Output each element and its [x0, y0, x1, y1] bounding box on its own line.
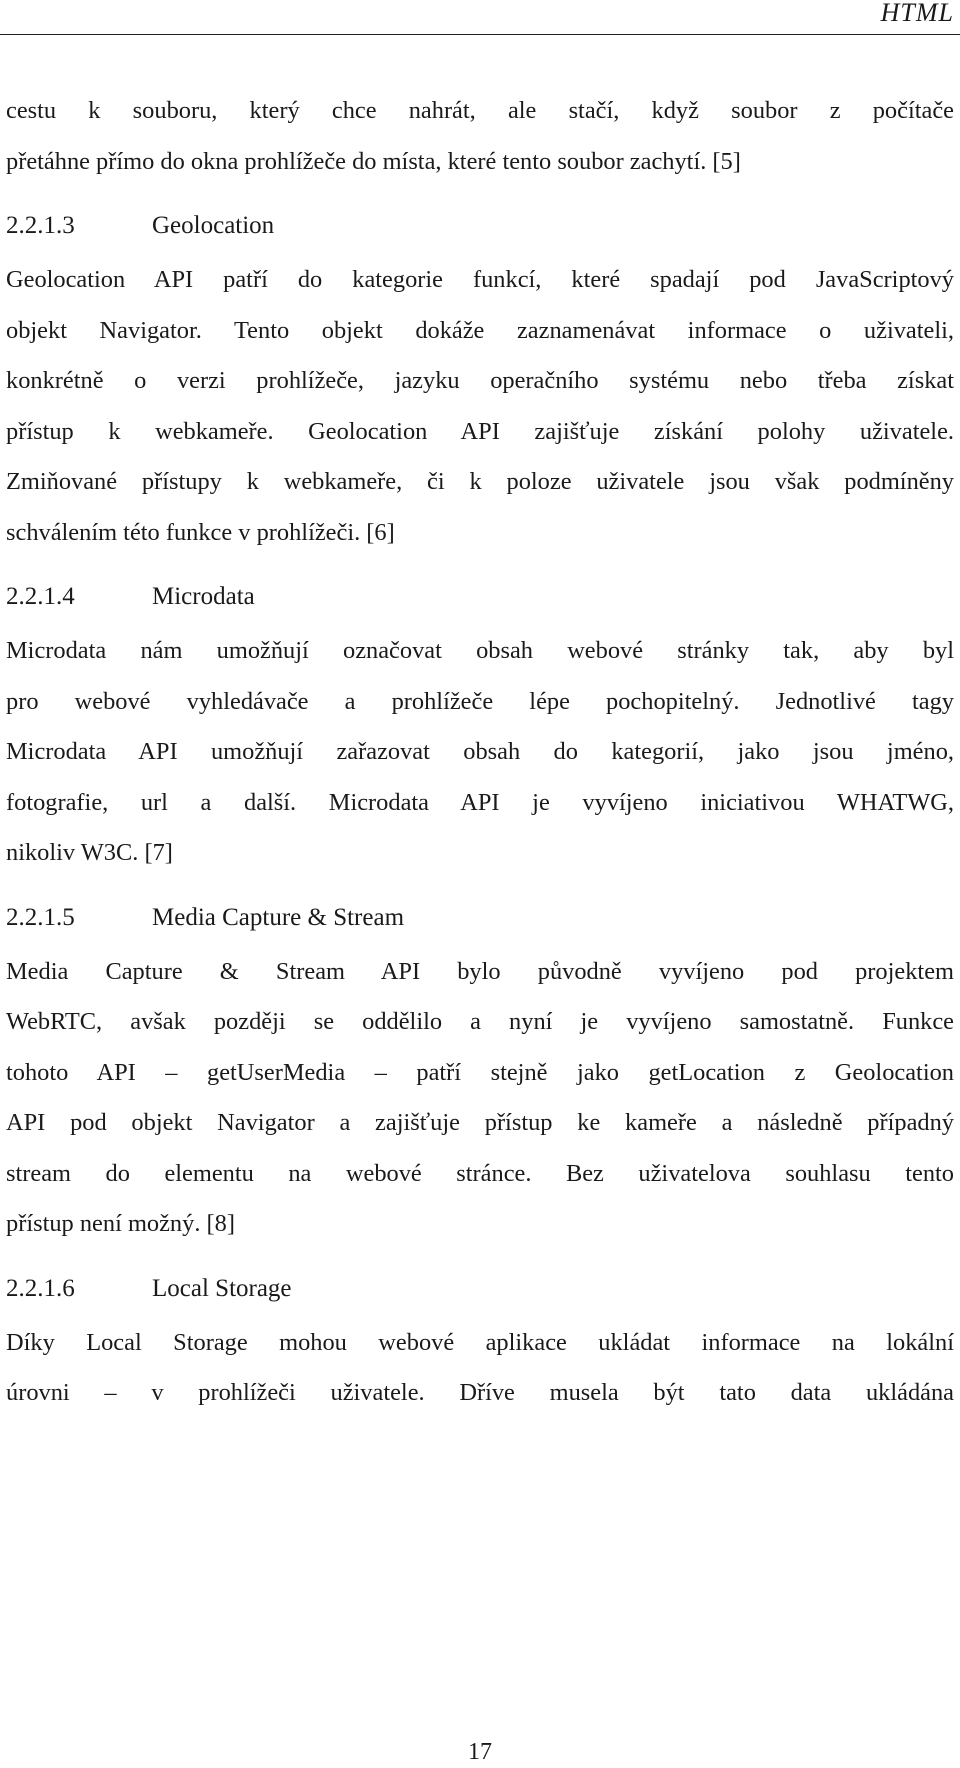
paragraph-line: konkrétně o verzi prohlížeče, jazyku operačního systému nebo třeba získat	[6, 367, 954, 394]
running-header-label: HTML	[880, 0, 954, 27]
section-heading-geolocation	[6, 211, 954, 241]
section-heading-local-storage	[6, 1274, 954, 1304]
section-title: Local Storage	[152, 1274, 292, 1302]
running-header	[0, 0, 960, 35]
paragraph-line: stream do elementu na webové stránce. Bez uživatelova souhlasu tento	[6, 1159, 954, 1187]
intro-paragraph	[6, 86, 954, 187]
paragraph-line: Media Capture & Stream API bylo původně vyvíjeno pod projektem	[6, 957, 954, 985]
paragraph-line: Microdata API umožňují zařazovat obsah do kategorií, jako jsou jméno,	[6, 738, 954, 765]
paragraph-line: fotografie, url a další. Microdata API je vyvíjeno iniciativou WHATWG,	[6, 788, 954, 816]
paragraph-line: přístup k webkameře. Geolocation API zajišťuje získání polohy uživatele.	[6, 417, 954, 445]
paragraph-line: WebRTC, avšak později se oddělilo a nyní je vyvíjeno samostatně. Funkce	[6, 1008, 954, 1035]
paragraph-line: API pod objekt Navigator a zajišťuje přístup ke kameře a následně případný	[6, 1109, 954, 1136]
paragraph-line: pro webové vyhledávače a prohlížeče lépe pochopitelný. Jednotlivé tagy	[6, 687, 954, 715]
paragraph-line: Díky Local Storage mohou webové aplikace ukládat informace na lokální	[6, 1328, 954, 1356]
section-heading-media-capture	[6, 903, 954, 933]
paragraph-line: úrovni – v prohlížeči uživatele. Dříve musela být tato data ukládána	[6, 1379, 954, 1406]
section-number: 2.2.1.4	[6, 583, 75, 610]
section-number: 2.2.1.5	[6, 903, 75, 931]
paragraph-line: Microdata nám umožňují označovat obsah webové stránky tak, aby byl	[6, 637, 954, 664]
paragraph-line: cestu k souboru, který chce nahrát, ale stačí, když soubor z počítače	[6, 97, 954, 124]
paragraph-line: Geolocation API patří do kategorie funkcí, které spadají pod JavaScriptový	[6, 266, 954, 293]
paragraph-line: tohoto API – getUserMedia – patří stejně jako getLocation z Geolocation	[6, 1058, 954, 1086]
section-paragraph-microdata	[6, 626, 954, 879]
paragraph-line: přetáhne přímo do okna prohlížeče do místa, které tento soubor zachytí. [5]	[6, 147, 741, 175]
section-title: Microdata	[152, 583, 255, 610]
section-heading-microdata	[6, 582, 954, 612]
paragraph-line: nikoliv W3C. [7]	[6, 839, 173, 866]
section-number: 2.2.1.6	[6, 1274, 75, 1302]
page-number: 17	[468, 1739, 492, 1765]
section-paragraph-geolocation	[6, 255, 954, 558]
section-paragraph-media-capture	[6, 947, 954, 1250]
section-number: 2.2.1.3	[6, 212, 75, 239]
page-body	[6, 86, 954, 1419]
paragraph-line: Zmiňované přístupy k webkameře, či k poloze uživatele jsou však podmíněny	[6, 468, 954, 495]
paragraph-line: přístup není možný. [8]	[6, 1210, 235, 1237]
section-paragraph-local-storage	[6, 1318, 954, 1419]
paragraph-line: objekt Navigator. Tento objekt dokáže zaznamenávat informace o uživateli,	[6, 316, 954, 344]
section-title: Media Capture & Stream	[152, 903, 405, 931]
section-title: Geolocation	[152, 212, 275, 239]
paragraph-line: schválením této funkce v prohlížeči. [6]	[6, 518, 395, 546]
